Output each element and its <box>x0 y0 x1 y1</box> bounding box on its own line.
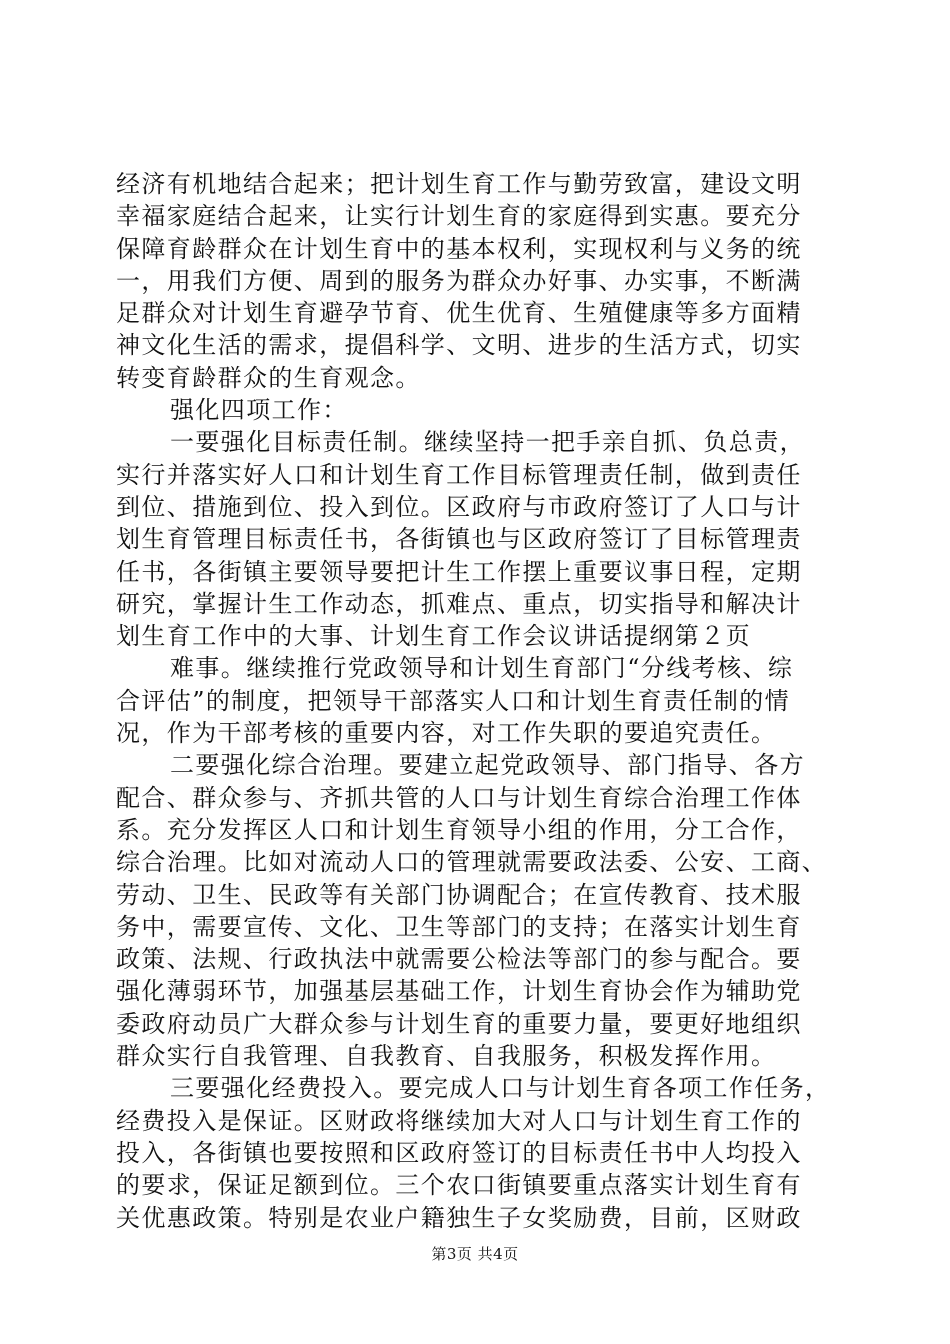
text-line: 一，用我们方便、周到的服务为群众办好事、办实事，不断满 <box>116 266 802 295</box>
text-line: 劳动、卫生、民政等有关部门协调配合；在宣传教育、技术服 <box>116 880 802 909</box>
text-line: 三要强化经费投入。要完成人口与计划生育各项工作任务， <box>170 1074 831 1103</box>
text-line: 神文化生活的需求，提倡科学、文明、进步的生活方式，切实 <box>116 331 802 360</box>
text-line: 研究，掌握计生工作动态，抓难点、重点，切实指导和解决计 <box>116 589 802 618</box>
text-line: 经济有机地结合起来；把计划生育工作与勤劳致富，建设文明 <box>116 170 802 198</box>
text-line: 任书，各街镇主要领导要把计生工作摆上重要议事日程，定期 <box>116 557 802 586</box>
text-line: 强化四项工作： <box>170 396 348 425</box>
text-line: 强化薄弱环节，加强基层基础工作，计划生育协会作为辅助党 <box>116 977 802 1006</box>
text-line: 委政府动员广大群众参与计划生育的重要力量，要更好地组织 <box>116 1009 802 1038</box>
page-footer: 第3页 共4页 <box>431 1245 519 1263</box>
text-line: 一要强化目标责任制。继续坚持一把手亲自抓、负总责， <box>170 428 805 457</box>
document-body <box>116 168 846 1234</box>
text-line: 的要求，保证足额到位。三个农口街镇要重点落实计划生育有 <box>116 1171 802 1200</box>
text-line: 政策、法规、行政执法中就需要公检法等部门的参与配合。要 <box>116 945 802 974</box>
text-line: 保障育龄群众在计划生育中的基本权利，实现权利与义务的统 <box>116 234 802 263</box>
text-line: 合评估”的制度，把领导干部落实人口和计划生育责任制的情 <box>116 686 791 715</box>
text-line: 难事。继续推行党政领导和计划生育部门“分线考核、综 <box>170 654 794 683</box>
text-line: 综合治理。比如对流动人口的管理就需要政法委、公安、工商、 <box>116 848 828 877</box>
text-line: 到位、措施到位、投入到位。区政府与市政府签订了人口与计 <box>116 492 802 521</box>
text-line: 实行并落实好人口和计划生育工作目标管理责任制，做到责任 <box>116 460 802 489</box>
text-line: 转变育龄群众的生育观念。 <box>116 363 421 392</box>
text-line: 幸福家庭结合起来，让实行计划生育的家庭得到实惠。要充分 <box>116 202 802 231</box>
text-line: 群众实行自我管理、自我教育、自我服务，积极发挥作用。 <box>116 1042 777 1071</box>
text-line: 二要强化综合治理。要建立起党政领导、部门指导、各方 <box>170 751 805 780</box>
text-line: 关优惠政策。特别是农业户籍独生子女奖励费，目前，区财政 <box>116 1203 802 1232</box>
text-line: 经费投入是保证。区财政将继续加大对人口与计划生育工作的 <box>116 1106 802 1135</box>
text-line: 务中，需要宣传、文化、卫生等部门的支持；在落实计划生育 <box>116 912 802 941</box>
text-line: 划生育管理目标责任书，各街镇也与区政府签订了目标管理责 <box>116 525 802 554</box>
text-line: 划生育工作中的大事、计划生育工作会议讲话提纲第２页 <box>116 622 751 651</box>
text-line: 投入，各街镇也要按照和区政府签订的目标责任书中人均投入 <box>116 1138 802 1167</box>
text-line: 况，作为干部考核的重要内容，对工作失职的要追究责任。 <box>116 719 777 748</box>
text-line: 配合、群众参与、齐抓共管的人口与计划生育综合治理工作体 <box>116 783 802 812</box>
text-line: 系。充分发挥区人口和计划生育领导小组的作用，分工合作， <box>116 815 802 844</box>
text-line: 足群众对计划生育避孕节育、优生优育、生殖健康等多方面精 <box>116 299 802 328</box>
